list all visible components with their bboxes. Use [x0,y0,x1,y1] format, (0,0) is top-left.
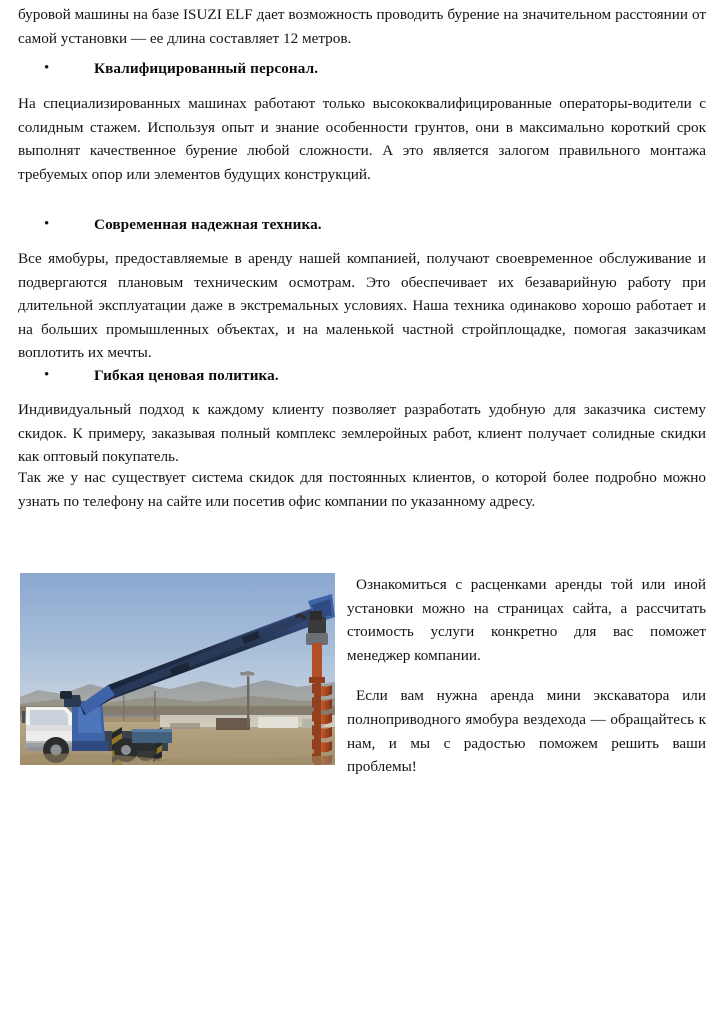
bullet-heading-equipment: Современная надежная техника. [94,216,322,233]
figure-illustration [20,573,335,765]
paragraph-pricing: Индивидуальный подход к каждому клиенту позволяет разработать удобную для заказчика систему скидок. К примеру, заказывая полный комплекс землеройных работ, клиент получает солидные скидки как оптовый покупатель. [18,401,706,466]
side-paragraph-pricing: Ознакомиться с расценками аренды той или иной установки можно на страницах сайта, а рассчитать стоимость услуги конкретно для вас поможет менеджер компании. [347,576,706,664]
paragraph-equipment: Все ямобуры, предоставляемые в аренду нашей компанией, получают своевременное обслуживание и подвергаются плановым техническим осмотрам. Это обеспечивает их безаварийную работу при длительной эксплуатации даже в экстремальных условиях. Наша техника одинаково хорошо работает и на больших промышленных объектах, и на маленькой частной стройплощадке, помогая заказчикам воплотить их мечты. [18,250,706,362]
side-text-column [347,573,706,779]
bullet-heading-pricing: Гибкая ценовая политика. [94,367,279,384]
paragraph-closing: Так же у нас существует система скидок для постоянных клиентов, о которой более подробно можно узнать по телефону на сайте или посетив офис компании по указанному адресу. [18,469,706,510]
paragraph-personnel: На специализированных машинах работают только высококвалифицированные операторы-водители с солидным стажем. Используя опыт и знание особенности грунтов, они в максимально короткий срок выполнят качественное бурение любой сложности. А это является залогом правильного монтажа требуемых опор или элементов будущих конструкций. [18,95,706,183]
bullet-heading-personnel: Квалифицированный персонал. [94,60,319,77]
bullet-marker-icon: • [44,367,50,383]
figure-truck-mounted-auger [20,573,335,765]
bullet-marker-icon: • [44,216,50,232]
bullet-item-equipment [18,213,706,237]
bullet-item-personnel [18,57,706,81]
side-paragraph-contact: Если вам нужна аренда мини экскаватора или полноприводного ямобура вездехода — обращайтесь к нам, и мы с радостью поможем решить ваши проблемы! [347,687,706,776]
bullet-marker-icon: • [44,60,50,76]
paragraph-continuation: буровой машины на базе ISUZI ELF дает возможность проводить бурение на значительном расстоянии от самой установки — ее длина составляет 12 метров. [18,6,706,47]
bullet-item-pricing [18,364,706,388]
